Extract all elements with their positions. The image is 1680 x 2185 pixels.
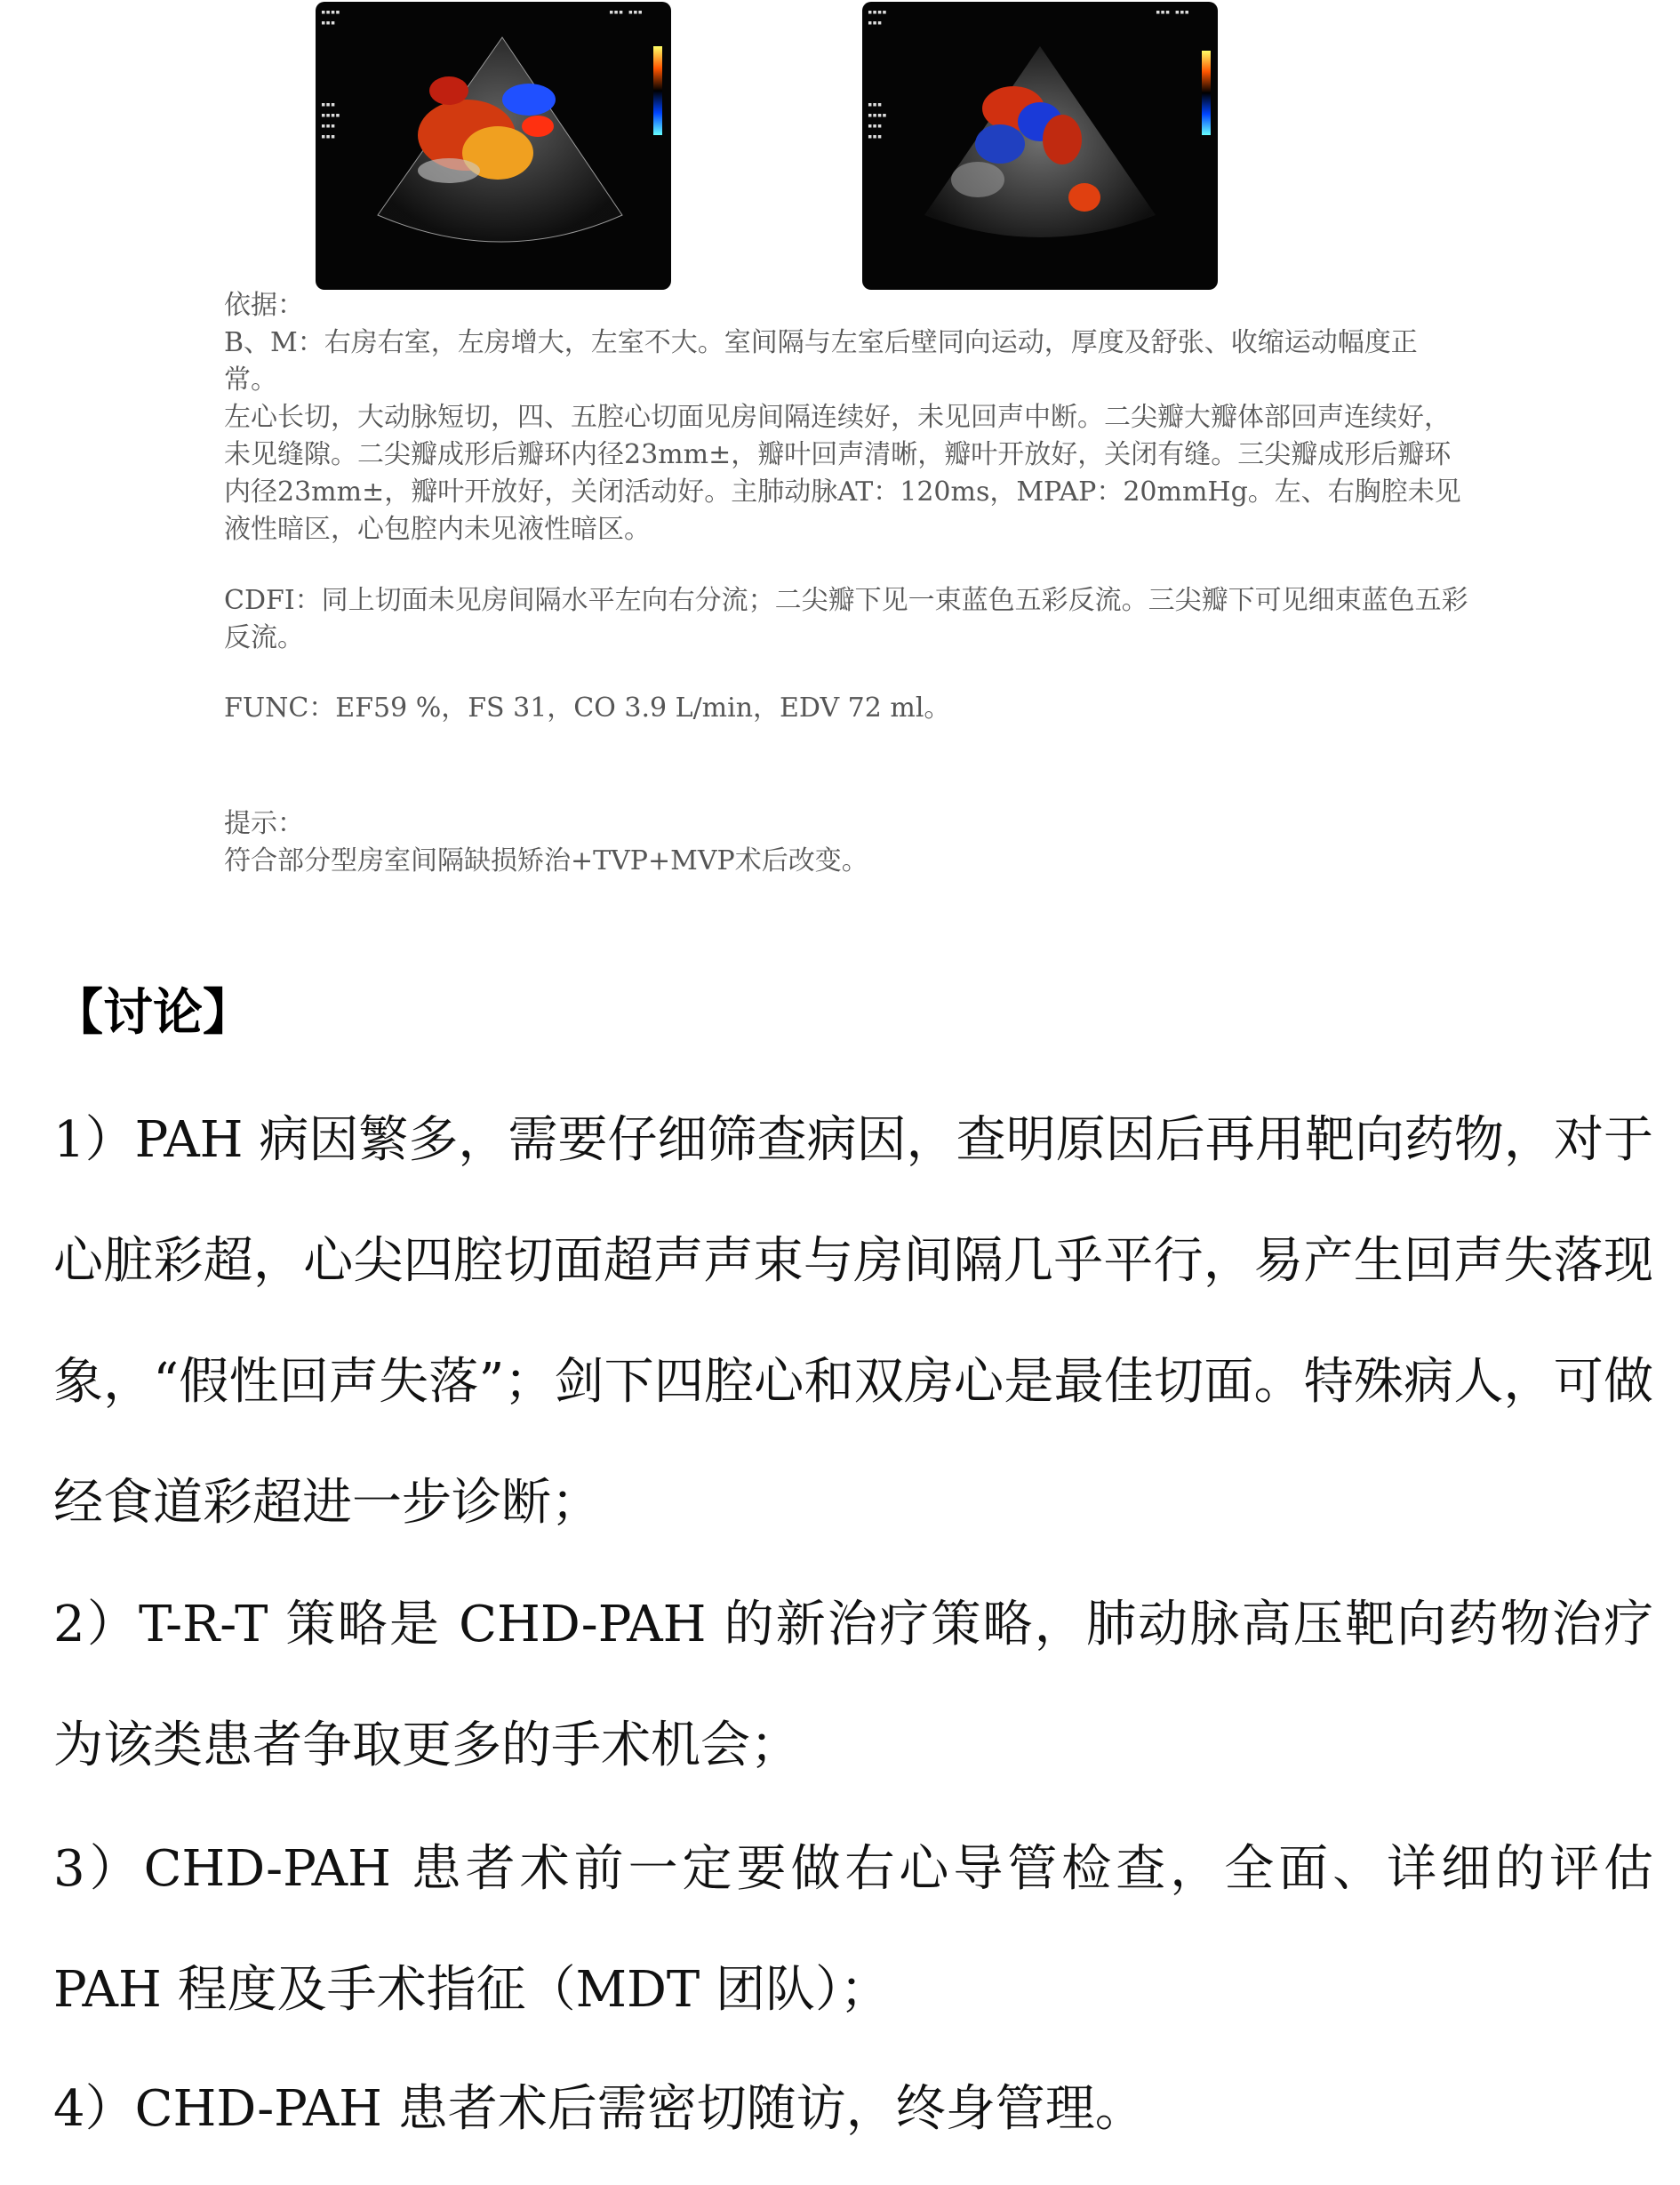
view-findings: 左心长切，大动脉短切，四、五腔心切面见房间隔连续好，未见回声中断。二尖瓣大瓣体部回声连续好，未见缝隙。二尖瓣成形后瓣环内径23mm±，瓣叶回声清晰，瓣叶开放好，关闭有缝。三尖瓣成形后瓣环内径23mm±，瓣叶开放好，关闭活动好。主肺动脉AT：120ms，MPAP：20mmHg。左、右胸腔未见液性暗区，心包腔内未见液性暗区。 — [224, 402, 1461, 545]
svg-text:▪▪▪: ▪▪▪ — [868, 122, 883, 131]
basis-label: 依据： — [224, 290, 304, 321]
cdfi-findings: CDFI：同上切面未见房间隔水平左向右分流；二尖瓣下见一束蓝色五彩反流。三尖瓣下可见细束蓝色五彩反流。 — [224, 585, 1468, 653]
discussion-item-1: 1）PAH 病因繁多，需要仔细筛查病因，查明原因后再用靶向药物，对于心脏彩超，心尖四腔切面超声声束与房间隔几乎平行，易产生回声失落现象，“假性回声失落”；剑下四腔心和双房心是最佳切面。特殊病人，可做经食道彩超进一步诊断； — [53, 1111, 1653, 1532]
echo-image-left — [316, 2, 671, 290]
report-hint — [224, 805, 1468, 880]
svg-text:▪▪▪▪: ▪▪▪▪ — [868, 8, 887, 17]
bm-findings: B、M：右房右室，左房增大，左室不大。室间隔与左室后壁同向运动，厚度及舒张、收缩运动幅度正常。 — [224, 327, 1418, 396]
svg-text:▪▪▪: ▪▪▪ — [868, 132, 883, 141]
echo-image-right — [862, 2, 1218, 290]
discussion-title: 【讨论】 — [53, 984, 252, 1042]
svg-text:▪▪▪: ▪▪▪ — [321, 19, 336, 28]
hint-label: 提示： — [224, 808, 304, 839]
report-func — [224, 690, 1468, 727]
svg-text:▪▪▪▪: ▪▪▪▪ — [321, 8, 340, 17]
discussion-item-2: 2）T-R-T 策略是 CHD-PAH 的新治疗策略，肺动脉高压靶向药物治疗为该类患者争取更多的手术机会； — [53, 1596, 1653, 1774]
svg-text:▪▪▪: ▪▪▪ — [321, 122, 336, 131]
svg-text:▪▪▪▪: ▪▪▪▪ — [321, 111, 340, 120]
svg-text:▪▪▪: ▪▪▪ — [868, 100, 883, 109]
svg-text:▪▪▪: ▪▪▪ — [321, 100, 336, 109]
svg-text:▪▪▪ ▪▪▪: ▪▪▪ ▪▪▪ — [1156, 8, 1189, 17]
svg-text:▪▪▪ ▪▪▪: ▪▪▪ ▪▪▪ — [609, 8, 643, 17]
svg-text:▪▪▪: ▪▪▪ — [868, 19, 883, 28]
discussion-item-4: 4）CHD-PAH 患者术后需密切随访，终身管理。 — [53, 2080, 1145, 2138]
func-findings: FUNC：EF59 %，FS 31，CO 3.9 L/min，EDV 72 ml。 — [224, 692, 951, 724]
discussion-item-3: 3）CHD-PAH 患者术前一定要做右心导管检查，全面、详细的评估 PAH 程度及手术指征（MDT 团队）； — [53, 1840, 1653, 2019]
report-cdfi — [224, 582, 1468, 657]
hint-text: 符合部分型房室间隔缺损矫治+TVP+MVP术后改变。 — [224, 845, 868, 876]
svg-text:▪▪▪▪: ▪▪▪▪ — [868, 111, 887, 120]
svg-text:▪▪▪: ▪▪▪ — [321, 132, 336, 141]
report-basis — [224, 287, 1468, 548]
